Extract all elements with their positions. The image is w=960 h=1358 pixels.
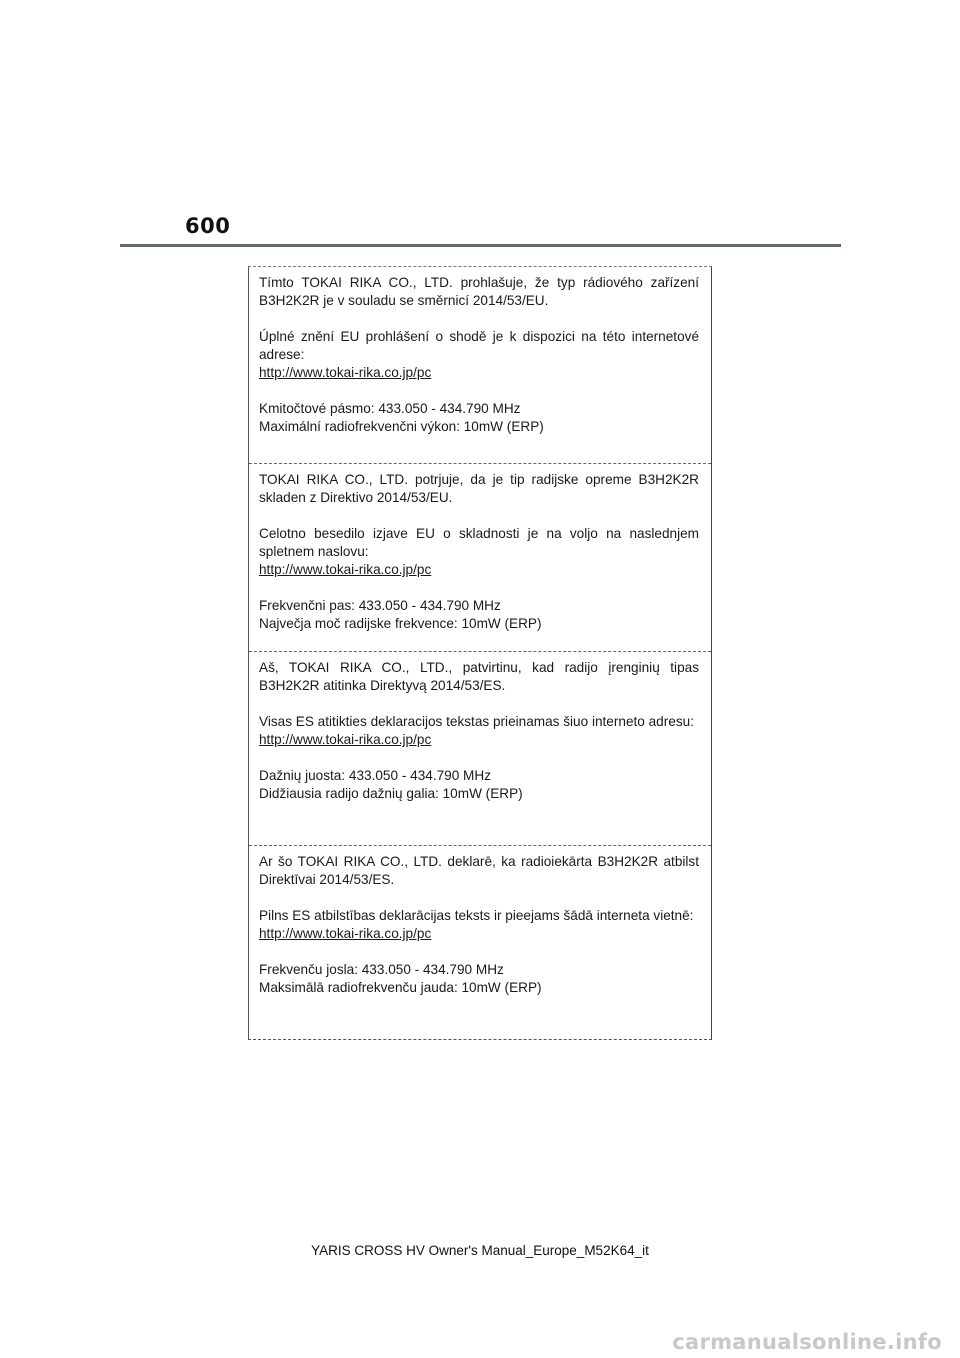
page-number: 600 xyxy=(185,214,231,238)
declaration-notice: Pilns ES atbilstības deklarācijas teksts ir pieejams šādā interneta vietnē: xyxy=(259,908,694,923)
max-power: Maksimālā radiofrekvenču jauda: 10mW (ERP) xyxy=(259,980,542,995)
declaration-notice: Celotno besedilo izjave EU o skladnosti je na voljo na naslednjem spletnem naslovu: xyxy=(259,526,699,559)
declaration-intro: Aš, TOKAI RIKA CO., LTD., patvirtinu, kad radijo įrenginių tipas B3H2K2R atitinka Direktyvą 2014/53/ES. xyxy=(259,660,699,693)
max-power: Največja moč radijske frekvence: 10mW (ERP) xyxy=(259,616,542,631)
declaration-url-link[interactable]: http://www.tokai-rika.co.jp/pc xyxy=(259,365,432,380)
declaration-lithuanian xyxy=(249,651,711,845)
declaration-scan xyxy=(248,266,712,1040)
declaration-notice: Visas ES atitikties deklaracijos tekstas prieinamas šiuo interneto adresu: xyxy=(259,714,694,729)
frequency-band: Frekvenču josla: 433.050 - 434.790 MHz xyxy=(259,962,504,977)
site-watermark: carmanualsonline.info xyxy=(672,1330,942,1354)
declaration-url-link[interactable]: http://www.tokai-rika.co.jp/pc xyxy=(259,926,432,941)
frequency-band: Frekvenčni pas: 433.050 - 434.790 MHz xyxy=(259,598,501,613)
declaration-intro: Tímto TOKAI RIKA CO., LTD. prohlašuje, že typ rádiového zařízení B3H2K2R je v souladu se směrnicí 2014/53/EU. xyxy=(259,275,699,308)
header-rule xyxy=(120,244,841,247)
manual-footer: YARIS CROSS HV Owner's Manual_Europe_M52K64_it xyxy=(311,1243,649,1258)
declaration-slovenian xyxy=(249,463,711,651)
declaration-notice: Úplné znění EU prohlášení o shodě je k dispozici na této internetové adrese: xyxy=(259,329,699,362)
declaration-url-link[interactable]: http://www.tokai-rika.co.jp/pc xyxy=(259,732,432,747)
frequency-band: Kmitočtové pásmo: 433.050 - 434.790 MHz xyxy=(259,401,521,416)
frequency-band: Dažnių juosta: 433.050 - 434.790 MHz xyxy=(259,768,491,783)
max-power: Didžiausia radijo dažnių galia: 10mW (ERP) xyxy=(259,786,523,801)
declaration-intro: Ar šo TOKAI RIKA CO., LTD. deklarē, ka radioiekārta B3H2K2R atbilst Direktīvai 2014/53/ES. xyxy=(259,854,699,887)
max-power: Maximální radiofrekvenčni výkon: 10mW (ERP) xyxy=(259,419,544,434)
declaration-url-link[interactable]: http://www.tokai-rika.co.jp/pc xyxy=(259,562,432,577)
declaration-latvian xyxy=(249,845,711,1039)
declaration-czech xyxy=(249,267,711,463)
declaration-intro: TOKAI RIKA CO., LTD. potrjuje, da je tip radijske opreme B3H2K2R skladen z Direktivo 2014/53/EU. xyxy=(259,472,699,505)
